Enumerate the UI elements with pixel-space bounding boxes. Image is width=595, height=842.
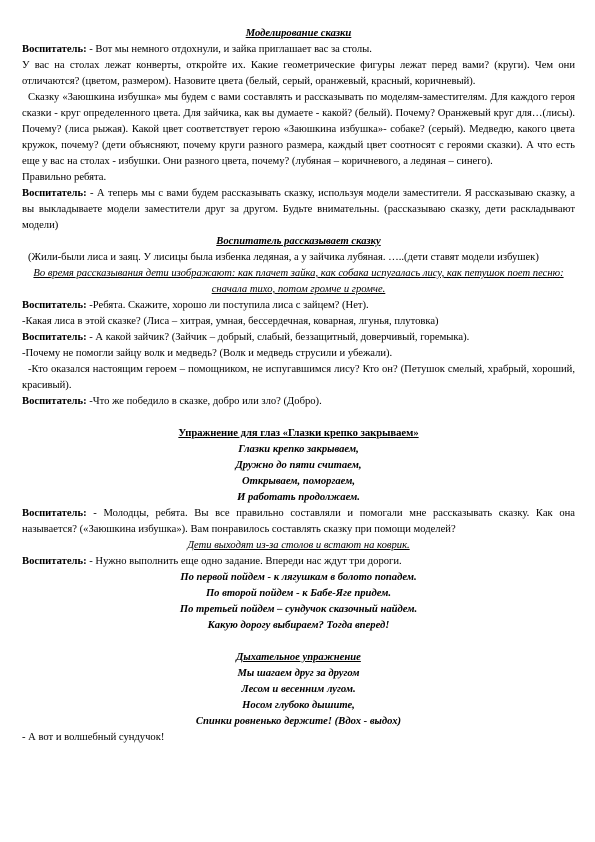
poem-line: Спинки ровненько держите! (Вдох - выдох) (195, 716, 402, 727)
speaker-label: Воспитатель: (22, 44, 87, 55)
paragraph-text: -Что же победило в сказке, добро или зло? (Добро). (86, 396, 322, 407)
paragraph (22, 554, 575, 570)
poem-line: Открываем, поморгаем, (241, 476, 356, 487)
paragraph-text: - Вот мы немного отдохнули, и зайка приглашает вас за столы. (86, 44, 372, 55)
poem-line: Дружно до пяти считаем, (235, 460, 362, 471)
paragraph (22, 298, 575, 314)
speaker-label: Воспитатель: (22, 332, 87, 343)
speaker-label: Воспитатель: (22, 508, 87, 519)
paragraph (22, 506, 575, 538)
paragraph (22, 42, 575, 58)
poem-line: Носом глубоко дышите, (242, 700, 355, 711)
paragraph: Сказку «Заюшкина избушка» мы будем с вами составлять и рассказывать по моделям-заместителям. Для каждого героя сказки - круг определенного цвета. Для зайчика, как вы думаете - какой? (белый). Почему? Оранжевый круг для…(лисы). Почему? (лиса рыжая). Какой цвет соответствует герою «Заюшкина избушка»- собаке? (серый). Медведю, какого цвета кружок, почему? (дети объясняют, почему круги разного размера, каждый цвет соотносят с героями сказки). А что есть еще у вас на столах - избушки. Они разного цвета, почему? (лубяная – коричневого, а ледяная – синего). (22, 92, 575, 167)
poem-line: По третьей пойдем – сундучок сказочный найдем. (179, 604, 418, 615)
section-heading: Воспитатель рассказывает сказку (216, 236, 381, 247)
paragraph: -Какая лиса в этой сказке? (Лиса – хитрая, умная, бессердечная, коварная, лгунья, плутовка) (22, 316, 439, 327)
spacer (22, 410, 575, 426)
paragraph (22, 330, 575, 346)
paragraph: -Почему не помогли зайцу волк и медведь? (Волк и медведь струсили и убежали). (22, 348, 393, 359)
paragraph: -Кто оказался настоящим героем – помощником, не испугавшимся лису? Кто он? (Петушок смелый, храбрый, хороший, красивый). (22, 364, 575, 391)
speaker-label: Воспитатель: (22, 556, 87, 567)
poem-line: Лесом и весенним лугом. (241, 684, 356, 695)
paragraph (22, 394, 575, 410)
speaker-label: Воспитатель: (22, 300, 87, 311)
document-page (22, 26, 575, 746)
speaker-label: Воспитатель: (22, 396, 87, 407)
paragraph: (Жили-были лиса и заяц. У лисицы была избенка ледяная, а у зайчика лубяная. …..(дети ставят модели избушек) (28, 252, 539, 263)
paragraph-text: - Нужно выполнить еще одно задание. Впереди нас ждут три дороги. (86, 556, 402, 567)
paragraph: Правильно ребята. (22, 172, 107, 183)
stage-note: Дети выходят из-за столов и встают на коврик. (187, 540, 410, 551)
section-heading: Упражнение для глаз «Глазки крепко закрываем» (178, 428, 419, 439)
paragraph-text: -Ребята. Скажите, хорошо ли поступила лиса с зайцем? (Нет). (86, 300, 369, 311)
paragraph-text: - Молодцы, ребята. Вы все правильно составляли и помогали мне рассказывать сказку. Как она называется? («Заюшкина избушка»). Вам понравилось составлять сказку при помощи моделей? (22, 508, 575, 535)
paragraph-text: - А теперь мы с вами будем рассказывать сказку, используя модели заместители. Я рассказываю сказку, а вы выкладываете модели заместители друг за другом. Будьте внимательны. (рассказываю сказку, дети раскладывают модели) (22, 188, 575, 231)
paragraph: - А вот и волшебный сундучок! (22, 732, 165, 743)
poem-line: Глазки крепко закрываем, (238, 444, 359, 455)
poem-line: Какую дорогу выбираем? Тогда вперед! (207, 620, 390, 631)
paragraph (22, 186, 575, 234)
speaker-label: Воспитатель: (22, 188, 87, 199)
section-heading: Дыхательное упражнение (236, 652, 361, 663)
poem-line: По второй пойдем - к Бабе-Яге придем. (205, 588, 392, 599)
paragraph-text: - А какой зайчик? (Зайчик – добрый, слабый, беззащитный, доверчивый, горемыка). (86, 332, 470, 343)
poem-line: По первой пойдем - к лягушкам в болото попадем. (180, 572, 417, 583)
poem-line: И работать продолжаем. (237, 492, 360, 503)
document-title: Моделирование сказки (245, 28, 352, 39)
paragraph: У вас на столах лежат конверты, откройте их. Какие геометрические фигуры лежат перед вами? (круги). Чем они отличаются? (цветом, размером). Назовите цвета (белый, серый, оранжевый, красный, коричневый). (22, 60, 575, 87)
spacer (22, 634, 575, 650)
poem-line: Мы шагаем друг за другом (237, 668, 360, 679)
stage-note: Во время рассказывания дети изображают: как плачет зайка, как собака испугалась лису, как петушок поет песню: сначала тихо, потом громче и громче. (33, 268, 564, 295)
